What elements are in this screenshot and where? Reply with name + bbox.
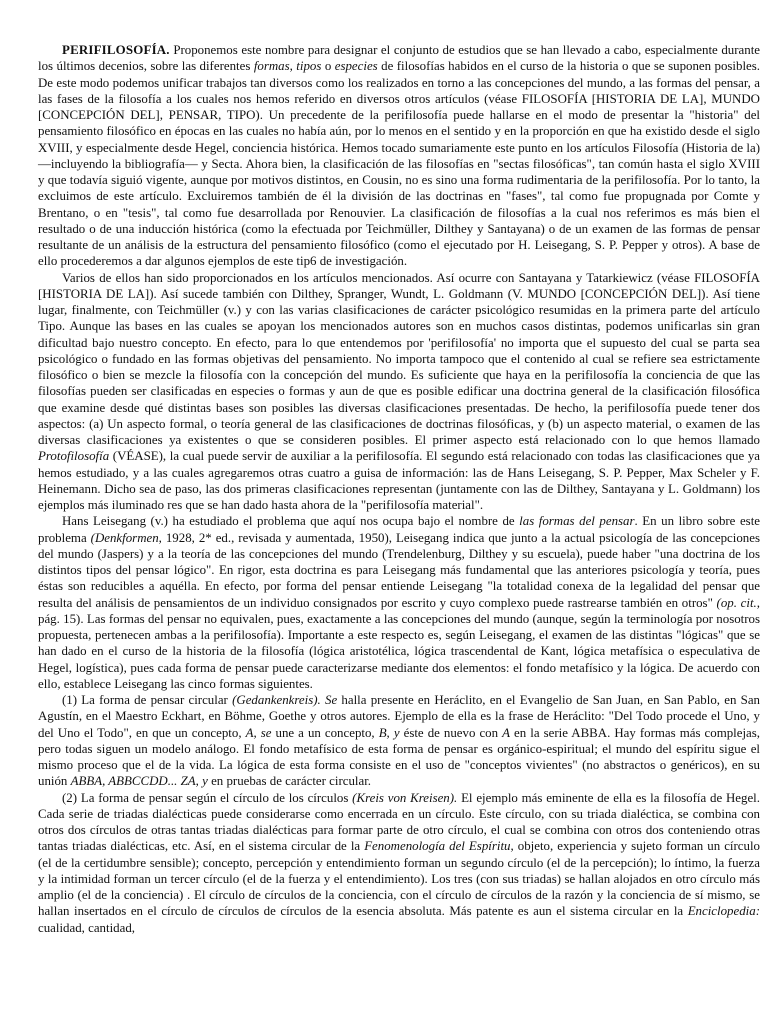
text-run: halla presente en Heráclito, en el Evangelio de San Juan, en San Pablo, en San Agustín, en el Maestro Eckhart, en Böhme, Goethe y otros autores. Ejemplo de ella es la frase de Heráclito: "Del Todo procede el Uno, y del Uno el Todo", en que un concepto,	[38, 693, 760, 740]
text-run: cualidad, cantidad,	[38, 920, 135, 935]
text-run: en la serie ABBA. Hay formas más complejas, pero todas siguen un modelo análogo. El fondo metafísico de esta forma de pensar es orgánico-espiritual; el mundo del espíritu sigue el mismo proceso que el de la vida. La lógica de esta forma consiste en el uso de "conceptos vivientes" (no abstractos o genéricos), en su unión	[38, 725, 761, 789]
text-run: (2) La forma de pensar según el círculo de los círculos	[62, 790, 353, 805]
paragraph-5	[38, 790, 760, 936]
italic-term: A, se	[245, 725, 272, 740]
text-run: (1) La forma de pensar circular	[62, 693, 233, 707]
text-run: El ejemplo más eminente de ella es la filosofía de Hegel. Cada serie de triadas dialécticas puede considerarse como encerrada en un círculo. Este círculo, con su triada dialéctica, se combina con otros dos círculos de otras tantas triadas dialécticas para formar parte de otro círculo, el cual se combina con otros dos conteniendo otras tantas triadas dialécticas, etc. Así, en el sistema circular de la	[38, 790, 760, 854]
italic-term: A	[502, 725, 510, 740]
text-run: o	[321, 59, 335, 74]
text-run: Varios de ellos han sido proporcionados en los artículos mencionados. Así ocurre con Santayana y Tatarkiewicz (véase FILOSOFÍA [HISTORIA DE LA]). Así sucede también con Dilthey, Spranger, Wundt, L. Goldmann (V. MUNDO [CONCEPCIÓN DEL]). Así tiene lugar, finalmente, con Teichmüller (v.) y con las varias clasificaciones de carácter psicológico resumidas en la primera parte del artículo Tipo. Aunque las bases en las cuales se apoyan los mencionados autores son en muchos casos distintas, podemos unificarlas sin gran dificultad bajo nuestro concepto. En efecto, para lo que entendemos por 'perifilosofía' no importa que el supuesto del cual se parta sea psicológico o fundado en las formas objetivas del pensamiento. No importa tampoco que el contenido al cual se refiere sea estrictamente filosófico o bien se mezcle la filosofía con la concepción del mundo. Es suficiente que haya en la perifilosofía la conciencia de que las filosofías pueden ser clasificadas en especies o formas y aun de que es posible edificar una doctrina general de la clasificación filosófica que examine desde qué distintas bases son posibles las diversas clasificaciones presentadas. De hecho, la perifilosofía puede tener dos aspectos: (a) Un aspecto formal, o teoría general de las clasificaciones de doctrinas filosóficas, y (b) un aspecto material, o examen de las diversas clasificaciones ya existentes o que se consideren posibles. El primer aspecto está relacionado con lo que hemos llamado	[38, 270, 760, 447]
italic-term: formas, tipos	[253, 59, 322, 74]
paragraph-4	[38, 692, 760, 790]
text-run: (VÉASE), la cual puede servir de auxiliar a la perifilosofía. El segundo está relacionado con todas las clasificaciones que ya hemos estudiado, y a las cuales agregaremos otras cuatro a guisa de información: las de Hans Leisegang, S. P. Pepper, Max Scheler y F. Heinemann. Dicho sea de paso, las dos primeras clasificaciones representan (juntamente con las de Dilthey, Santayana y L. Goldmann) los ejemplos más iluminado res que se han dado hasta ahora de la "perifilosofía material".	[38, 449, 760, 512]
italic-term: (op. cit.,	[716, 595, 760, 610]
italic-term: Protofilosofía	[38, 449, 110, 464]
italic-term: Enciclopedia:	[687, 904, 760, 919]
italic-term: las formas del pensar	[519, 514, 635, 529]
text-run: éste de nuevo con	[399, 725, 503, 740]
text-run: Proponemos este nombre para designar el conjunto de estudios que se han llevado a cabo, especialmente durante los últimos decenios, sobre las diferentes	[38, 43, 760, 74]
italic-term: especies	[334, 59, 378, 74]
paragraph-1	[38, 42, 760, 270]
text-run: . En un libro sobre este problema	[38, 514, 760, 545]
italic-term: (Kreis von Kreisen).	[352, 790, 458, 805]
text-run: pág. 15). Las formas del pensar no equivalen, pues, exactamente a las concepciones del mundo (aunque, según la terminología por nosotros propuesta, pertenecen ambas a la perifilosofía). Importante a este respecto es, según Leisegang, el examen de las distintas "lógicas" que se han dado en el curso de la historia de la filosofía (lógica aristotélica, lógica trascendental de Kant, lógica metafísica o especulativa de Hegel, logística), pues cada forma de pensar puede caracterizarse mediante dos elementos: el fondo metafísico y la lógica. De acuerdo con ello, establece Leisegang las cinco formas siguientes.	[38, 611, 760, 691]
text-run: 1928, 2* ed., revisada y aumentada, 1950), Leisegang indica que junto a la actual psicología de las concepciones del mundo (Jaspers) y a la teoría de las concepciones del mundo (Trendelenburg, Dilthey y su escuela), puede haber "una doctrina de los distintos tipos del pensar lógico". En rigor, esta doctrina es para Leisegang más fundamental que las anteriores psicología y teoría, pues éstas son reducibles a aquélla. En efecto, por forma del pensar entiende Leisegang "la totalidad conexa de la legalidad del pensar que resulta del análisis de pensamientos de un individuo consignados por escrito y cuyo complexo puede rastrearse también en otros"	[38, 530, 760, 610]
italic-term: ABBA, ABBCCDD... ZA, y	[70, 774, 208, 789]
paragraph-3	[38, 513, 760, 692]
italic-term: Fenomenología del Espíritu,	[364, 839, 514, 854]
text-run: de filosofías habidos en el curso de la historia o que se suponen posibles. De este modo podemos unificar trabajos tan diversos como los realizados en torno a las concepciones del mundo, a las formas del pensar, a las fases de la filosofía a los cuales nos hemos referido en diversos otros artículos (véase FILOSOFÍA [HISTORIA DE LA], MUNDO [CONCEPCIÓN DEL], PENSAR, TIPO). Un precedente de la perifilosofía puede hallarse en el modo de presentar la "historia" del pensamiento filosófico en épocas en las cuales no había aún, por lo menos en el sentido y en la proporción en que ha existido desde el siglo XVIII, y especialmente desde Hegel, conciencia histórica. Hemos tocado sumariamente este punto en los artículos Filosofía (Historia de la) —incluyendo la bibliografía— y Secta. Ahora bien, la clasificación de las filosofías en "sectas filosóficas", tan común hasta el siglo XVIII y que todavía siguió vigente, aunque por motivos distintos, en Cousin, no es sino una forma rudimentaria de la perifilosofía. Por lo tanto, la excluimos de este artículo. Excluiremos también de él la división de las doctrinas en "fases", tal como fue propugnada por Comte y Brentano, o en "tesis", tal como fue desarrollada por Renouvier. La clasificación de filosofías a la cual nos referimos es más bien el resultado o de una inducción histórica (como la efectuada por Teichmüller, Dilthey y Santayana) o de un examen de las formas de pensar resultante de un análisis de la estructura del pensamiento filosófico (como el ejecutado por H. Leisegang, S. P. Pepper y otros). A base de ello procederemos a dar algunos ejemplos de este tip6 de investigación.	[38, 59, 760, 269]
italic-term: (Denkformen,	[90, 530, 162, 545]
italic-term: B, y	[378, 725, 400, 740]
paragraph-2	[38, 270, 760, 514]
italic-term: (Gedankenkreis). Se	[232, 693, 338, 707]
entry-headword: PERIFILOSOFÍA.	[62, 43, 170, 57]
text-run: une a un concepto,	[271, 725, 379, 740]
text-run: Hans Leisegang (v.) ha estudiado el problema que aquí nos ocupa bajo el nombre de	[62, 514, 520, 529]
text-run: en pruebas de carácter circular.	[207, 774, 372, 789]
text-run: objeto, experiencia y sujeto forman un círculo (el de la certidumbre sensible); concepto, percepción y entendimiento forman un segundo círculo (el de la percepción); lo íntimo, la fuerza y la intimidad forman un tercer círculo (el de la fuerza y el entendimiento). Los tres (con sus triadas) se hallan alojados en otro círculo más amplio (el de la conciencia) . El círculo de círculos de la conciencia, con el círculo de círculos de la razón y la conciencia de sí mismo, se hallan insertados en el círculo de círculos de círculos de la esencia absoluta. Más patente es aun el sistema circular en la	[38, 839, 761, 919]
